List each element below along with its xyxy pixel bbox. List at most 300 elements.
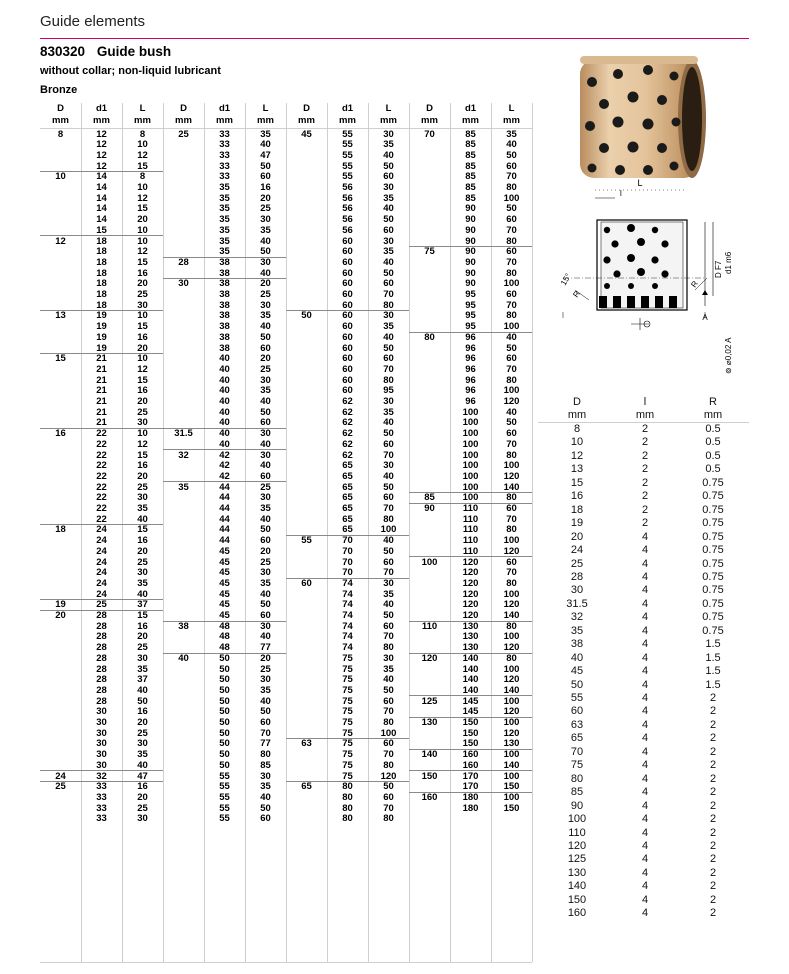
r-table-l-cell: 4: [641, 651, 649, 664]
l-cell: 35: [137, 663, 148, 675]
d1-cell: 24: [96, 588, 107, 600]
d1-cell: 42: [219, 449, 230, 461]
r-table-header-r: R: [709, 396, 717, 408]
d1-cell: 85: [465, 128, 476, 140]
l-cell: 12: [137, 363, 148, 375]
l-cell: 40: [383, 417, 394, 429]
r-table-d-cell: 63: [570, 718, 584, 731]
label-d1-m6: d1 m6: [724, 251, 733, 274]
l-cell: 50: [260, 406, 271, 418]
r-table-l-cell: 2: [641, 423, 649, 435]
d1-cell: 75: [342, 684, 353, 696]
d1-cell: 55: [219, 791, 230, 803]
d1-cell: 100: [462, 428, 479, 440]
d1-cell: 85: [465, 160, 476, 172]
l-cell: 35: [260, 128, 271, 140]
header-unit-l-col-2: mm: [257, 115, 274, 126]
l-cell: 35: [260, 781, 271, 793]
l-cell: 30: [260, 492, 271, 504]
r-table-r-cell: 0.75: [702, 597, 724, 610]
d1-cell: 44: [219, 524, 230, 536]
r-table-d-cell: 60: [570, 705, 584, 718]
l-cell: 8: [139, 171, 146, 183]
d1-cell: 40: [219, 353, 230, 365]
d1-cell: 65: [342, 470, 353, 482]
l-cell: 35: [137, 577, 148, 589]
d1-cell: 60: [342, 235, 353, 247]
l-cell: 12: [137, 192, 148, 204]
r-table-l-cell: 2: [641, 517, 649, 530]
l-cell: 50: [260, 706, 271, 718]
l-cell: 95: [383, 385, 394, 397]
d1-cell: 33: [219, 160, 230, 172]
d-cell: 130: [421, 717, 438, 728]
l-cell: 60: [383, 438, 394, 450]
l-cell: 30: [137, 299, 148, 311]
d1-cell: 100: [462, 449, 479, 461]
d1-cell: 33: [219, 171, 230, 183]
r-table-d-cell: 31.5: [566, 597, 588, 610]
d1-cell: 140: [462, 674, 479, 686]
l-cell: 60: [506, 289, 517, 300]
d-cell: 120: [421, 652, 438, 664]
header-d1-col-1: d1: [95, 103, 108, 114]
l-cell: 50: [383, 610, 394, 621]
r-table-r-cell: 1.5: [705, 665, 721, 678]
d1-cell: 75: [342, 652, 353, 664]
d1-cell: 80: [342, 791, 353, 803]
l-cell: 80: [383, 759, 394, 771]
d1-cell: 75: [342, 706, 353, 718]
header-d-col-3: D: [303, 103, 310, 114]
d1-cell: 50: [219, 674, 230, 686]
l-cell: 40: [260, 438, 271, 450]
d1-cell: 18: [96, 246, 107, 258]
l-cell: 100: [503, 321, 520, 333]
r-table-r-cell: 0.75: [702, 584, 724, 597]
d1-cell: 56: [342, 182, 353, 193]
l-cell: 40: [137, 759, 148, 771]
d1-cell: 28: [96, 631, 107, 643]
d1-cell: 85: [465, 182, 476, 193]
l-cell: 60: [506, 556, 517, 568]
l-cell: 40: [383, 149, 394, 161]
r-table-l-cell: 4: [641, 557, 649, 570]
d1-cell: 44: [219, 492, 230, 504]
d1-cell: 120: [462, 599, 479, 611]
product-photo: [578, 52, 709, 185]
d1-cell: 50: [219, 749, 230, 761]
r-table-d-cell: 120: [567, 839, 587, 852]
d1-cell: 145: [462, 695, 479, 707]
r-table-l-cell: 4: [641, 718, 649, 731]
l-cell: 80: [506, 524, 517, 536]
d1-cell: 21: [96, 417, 107, 429]
l-cell: 150: [503, 802, 520, 814]
l-cell: 47: [260, 149, 271, 161]
d1-cell: 60: [342, 289, 353, 300]
d1-cell: 21: [96, 406, 107, 418]
r-table-d-cell: 160: [567, 907, 587, 920]
d1-cell: 90: [465, 246, 476, 258]
d1-cell: 70: [342, 567, 353, 579]
r-table-r-cell: 0.5: [705, 423, 721, 435]
d-cell: 16: [55, 428, 66, 440]
r-table-r-cell: 2: [709, 718, 717, 731]
d1-cell: 42: [219, 460, 230, 472]
l-cell: 50: [383, 684, 394, 696]
l-cell: 30: [137, 652, 148, 664]
l-cell: 16: [137, 535, 148, 547]
l-cell: 30: [383, 652, 394, 664]
r-table-l-cell: 4: [641, 880, 649, 893]
d1-cell: 96: [465, 331, 476, 343]
l-cell: 70: [260, 727, 271, 739]
l-cell: 30: [260, 428, 271, 440]
d1-cell: 50: [219, 759, 230, 771]
d-cell: 18: [55, 524, 66, 536]
r-table-d-cell: 30: [570, 584, 584, 597]
d-cell: 31.5: [174, 428, 193, 440]
l-cell: 15: [137, 321, 148, 333]
d1-cell: 12: [96, 128, 107, 140]
r-table-header-l: l: [643, 396, 647, 408]
d-cell: 13: [55, 310, 66, 322]
l-cell: 10: [137, 182, 148, 193]
r-table-l-cell: 4: [641, 893, 649, 906]
r-table-r-cell: 0.75: [702, 503, 724, 516]
d1-cell: 18: [96, 289, 107, 300]
product-material: Bronze: [40, 84, 78, 96]
d1-cell: 45: [219, 556, 230, 568]
d1-cell: 74: [342, 599, 353, 611]
d1-cell: 48: [219, 620, 230, 632]
l-cell: 35: [383, 139, 394, 151]
d1-cell: 55: [342, 139, 353, 151]
l-cell: 10: [137, 224, 148, 236]
l-cell: 35: [260, 385, 271, 397]
d1-cell: 55: [219, 781, 230, 793]
l-cell: 25: [260, 556, 271, 568]
header-d-col-4: D: [426, 103, 433, 114]
r-table-d-cell: 55: [570, 692, 584, 704]
r-table-r-cell: 2: [709, 839, 717, 852]
d1-cell: 40: [219, 406, 230, 418]
l-cell: 10: [137, 235, 148, 247]
l-cell: 15: [137, 256, 148, 268]
d1-cell: 14: [96, 192, 107, 204]
d-cell: 60: [301, 577, 312, 589]
l-cell: 100: [380, 727, 397, 739]
d1-cell: 140: [462, 652, 479, 664]
d1-cell: 22: [96, 481, 107, 493]
l-cell: 100: [503, 770, 520, 782]
r-table-l-cell: 4: [641, 826, 649, 839]
r-table-l-cell: 4: [641, 624, 649, 637]
r-table-r-cell: 2: [709, 786, 717, 799]
l-cell: 80: [506, 267, 517, 279]
l-cell: 20: [137, 717, 148, 728]
r-table-d-cell: 28: [570, 570, 584, 583]
d1-cell: 100: [462, 438, 479, 450]
d1-cell: 40: [219, 363, 230, 375]
d1-cell: 50: [219, 738, 230, 750]
l-cell: 40: [260, 631, 271, 643]
l-cell: 40: [383, 599, 394, 611]
r-table-r-cell: 2: [709, 745, 717, 758]
l-cell: 60: [383, 695, 394, 707]
d1-cell: 70: [342, 545, 353, 557]
d1-cell: 18: [96, 267, 107, 279]
l-cell: 25: [137, 289, 148, 300]
d1-cell: 85: [465, 171, 476, 183]
l-cell: 40: [260, 460, 271, 472]
r-table-l-cell: 2: [641, 463, 649, 476]
header-d-col-1: D: [57, 103, 64, 114]
l-cell: 120: [503, 599, 520, 611]
section-title-rule: [40, 38, 749, 39]
d1-cell: 44: [219, 503, 230, 514]
l-cell: 60: [383, 738, 394, 750]
d1-cell: 21: [96, 374, 107, 386]
d-cell: 50: [301, 310, 312, 322]
d1-cell: 28: [96, 663, 107, 675]
l-cell: 15: [137, 374, 148, 386]
l-cell: 80: [506, 492, 517, 504]
l-cell: 50: [383, 214, 394, 226]
d-cell: 55: [301, 535, 312, 547]
d1-cell: 18: [96, 235, 107, 247]
d1-cell: 60: [342, 267, 353, 279]
l-cell: 37: [137, 599, 148, 611]
d1-cell: 22: [96, 503, 107, 514]
l-cell: 25: [137, 481, 148, 493]
l-cell: 70: [506, 224, 517, 236]
d-cell: 140: [421, 749, 438, 761]
d1-cell: 50: [219, 684, 230, 696]
r-table-r-cell: 0.75: [702, 544, 724, 557]
product-subtitle: without collar; non-liquid lubricant: [40, 65, 221, 77]
l-cell: 100: [380, 524, 397, 536]
r-table-r-cell: 0.5: [705, 436, 721, 449]
r-table-l-cell: 4: [641, 692, 649, 704]
d1-cell: 24: [96, 524, 107, 536]
d1-cell: 40: [219, 374, 230, 386]
l-cell: 25: [137, 556, 148, 568]
l-cell: 100: [503, 192, 520, 204]
d1-cell: 55: [219, 802, 230, 814]
l-cell: 50: [383, 428, 394, 440]
d1-cell: 28: [96, 684, 107, 696]
l-cell: 35: [383, 406, 394, 418]
r-table-d-cell: 16: [570, 490, 584, 503]
label-A: A: [702, 313, 708, 322]
l-cell: 60: [260, 417, 271, 429]
d1-cell: 42: [219, 470, 230, 482]
r-table-l-cell: 4: [641, 597, 649, 610]
d1-cell: 35: [219, 246, 230, 258]
l-cell: 30: [383, 577, 394, 589]
d1-cell: 75: [342, 727, 353, 739]
d1-cell: 65: [342, 481, 353, 493]
d1-cell: 100: [462, 470, 479, 482]
label-angle: 15°: [558, 272, 573, 287]
header-unit-d1-col-1: mm: [93, 115, 110, 126]
l-cell: 80: [506, 620, 517, 632]
l-cell: 30: [260, 567, 271, 579]
l-cell: 25: [137, 802, 148, 814]
d1-cell: 33: [219, 139, 230, 151]
r-table-l-cell: 4: [641, 570, 649, 583]
l-cell: 40: [383, 203, 394, 215]
d1-cell: 60: [342, 342, 353, 354]
l-cell: 120: [503, 727, 520, 739]
d1-cell: 22: [96, 492, 107, 504]
d1-cell: 22: [96, 449, 107, 461]
d1-cell: 90: [465, 267, 476, 279]
l-cell: 30: [137, 567, 148, 579]
d1-cell: 65: [342, 503, 353, 514]
l-cell: 16: [260, 182, 271, 193]
d1-cell: 22: [96, 428, 107, 440]
l-cell: 120: [503, 470, 520, 482]
l-cell: 80: [506, 577, 517, 589]
l-cell: 8: [139, 128, 146, 140]
d1-cell: 70: [342, 556, 353, 568]
l-cell: 80: [383, 513, 394, 525]
r-table-l-cell: 4: [641, 544, 649, 557]
d-cell: 24: [55, 770, 66, 782]
d1-cell: 45: [219, 577, 230, 589]
r-table-d-cell: 24: [570, 544, 584, 557]
d-cell: 75: [424, 246, 435, 258]
d1-cell: 38: [219, 310, 230, 322]
r-table-unit-d: mm: [567, 409, 587, 421]
d-cell: 35: [178, 481, 189, 493]
l-cell: 120: [503, 545, 520, 557]
d1-cell: 45: [219, 610, 230, 621]
d-cell: 100: [421, 556, 438, 568]
d1-cell: 150: [462, 717, 479, 728]
r-table-l-cell: 4: [641, 665, 649, 678]
r-table-d-cell: 12: [570, 449, 584, 462]
d-cell: 70: [424, 128, 435, 140]
l-cell: 60: [383, 620, 394, 632]
l-cell: 35: [383, 321, 394, 333]
d1-cell: 130: [462, 620, 479, 632]
l-cell: 70: [383, 567, 394, 579]
l-cell: 40: [260, 513, 271, 525]
header-unit-d-col-3: mm: [298, 115, 315, 126]
l-cell: 50: [383, 160, 394, 172]
r-table-r-cell: 2: [709, 732, 717, 745]
d1-cell: 38: [219, 331, 230, 343]
header-d-col-2: D: [180, 103, 187, 114]
r-table-r-cell: 2: [709, 759, 717, 772]
d1-cell: 160: [462, 759, 479, 771]
l-cell: 40: [506, 331, 517, 343]
l-cell: 100: [503, 749, 520, 761]
d1-cell: 96: [465, 353, 476, 365]
r-table-r-cell: 0.75: [702, 570, 724, 583]
l-cell: 35: [260, 224, 271, 236]
d-cell: 19: [55, 599, 66, 611]
l-cell: 50: [383, 545, 394, 557]
d1-cell: 40: [219, 417, 230, 429]
r-table-l-cell: 4: [641, 866, 649, 879]
d1-cell: 35: [219, 214, 230, 226]
d1-cell: 56: [342, 214, 353, 226]
d1-cell: 45: [219, 567, 230, 579]
l-cell: 60: [383, 353, 394, 365]
d1-cell: 170: [462, 781, 479, 793]
l-cell: 40: [137, 684, 148, 696]
l-cell: 60: [383, 791, 394, 803]
r-table-l-cell: 4: [641, 530, 649, 543]
l-cell: 30: [137, 738, 148, 750]
l-cell: 40: [137, 513, 148, 525]
d1-cell: 55: [342, 128, 353, 140]
d1-cell: 35: [219, 224, 230, 236]
d1-cell: 110: [462, 524, 479, 536]
l-cell: 140: [503, 684, 520, 696]
d1-cell: 55: [342, 171, 353, 183]
d1-cell: 38: [219, 256, 230, 268]
l-cell: 60: [260, 535, 271, 547]
r-table-header-d: D: [573, 396, 581, 408]
l-cell: 77: [260, 642, 271, 654]
header-unit-d-col-2: mm: [175, 115, 192, 126]
l-cell: 15: [137, 203, 148, 215]
r-table-d-cell: 130: [567, 866, 587, 879]
d1-cell: 70: [342, 535, 353, 547]
d1-cell: 21: [96, 396, 107, 407]
l-cell: 150: [503, 781, 520, 793]
product-code: 830320: [40, 44, 86, 59]
d1-cell: 100: [462, 406, 479, 418]
d1-cell: 48: [219, 642, 230, 654]
d1-cell: 75: [342, 695, 353, 707]
r-table-d-cell: 20: [570, 530, 584, 543]
r-table-d-cell: 100: [567, 813, 587, 826]
l-cell: 60: [506, 214, 517, 226]
r-table-d-cell: 80: [570, 772, 584, 785]
r-table-d-cell: 15: [570, 476, 584, 489]
l-cell: 30: [260, 620, 271, 632]
r-table-r-cell: 1.5: [705, 651, 721, 664]
d1-cell: 110: [462, 545, 479, 557]
l-cell: 30: [383, 460, 394, 472]
d1-cell: 95: [465, 289, 476, 300]
d1-cell: 60: [342, 278, 353, 290]
l-cell: 60: [383, 492, 394, 504]
d1-cell: 38: [219, 289, 230, 300]
r-table-d-cell: 150: [567, 893, 587, 906]
label-l: l: [620, 189, 622, 198]
l-cell: 15: [137, 160, 148, 172]
d1-cell: 75: [342, 759, 353, 771]
d-cell: 20: [55, 610, 66, 621]
l-cell: 15: [137, 610, 148, 621]
header-l-col-1: L: [139, 103, 146, 114]
l-cell: 120: [503, 396, 520, 407]
d1-cell: 96: [465, 385, 476, 397]
d1-cell: 180: [462, 802, 479, 814]
d1-cell: 96: [465, 342, 476, 354]
d1-cell: 14: [96, 182, 107, 193]
d1-cell: 35: [219, 192, 230, 204]
l-cell: 20: [260, 652, 271, 664]
